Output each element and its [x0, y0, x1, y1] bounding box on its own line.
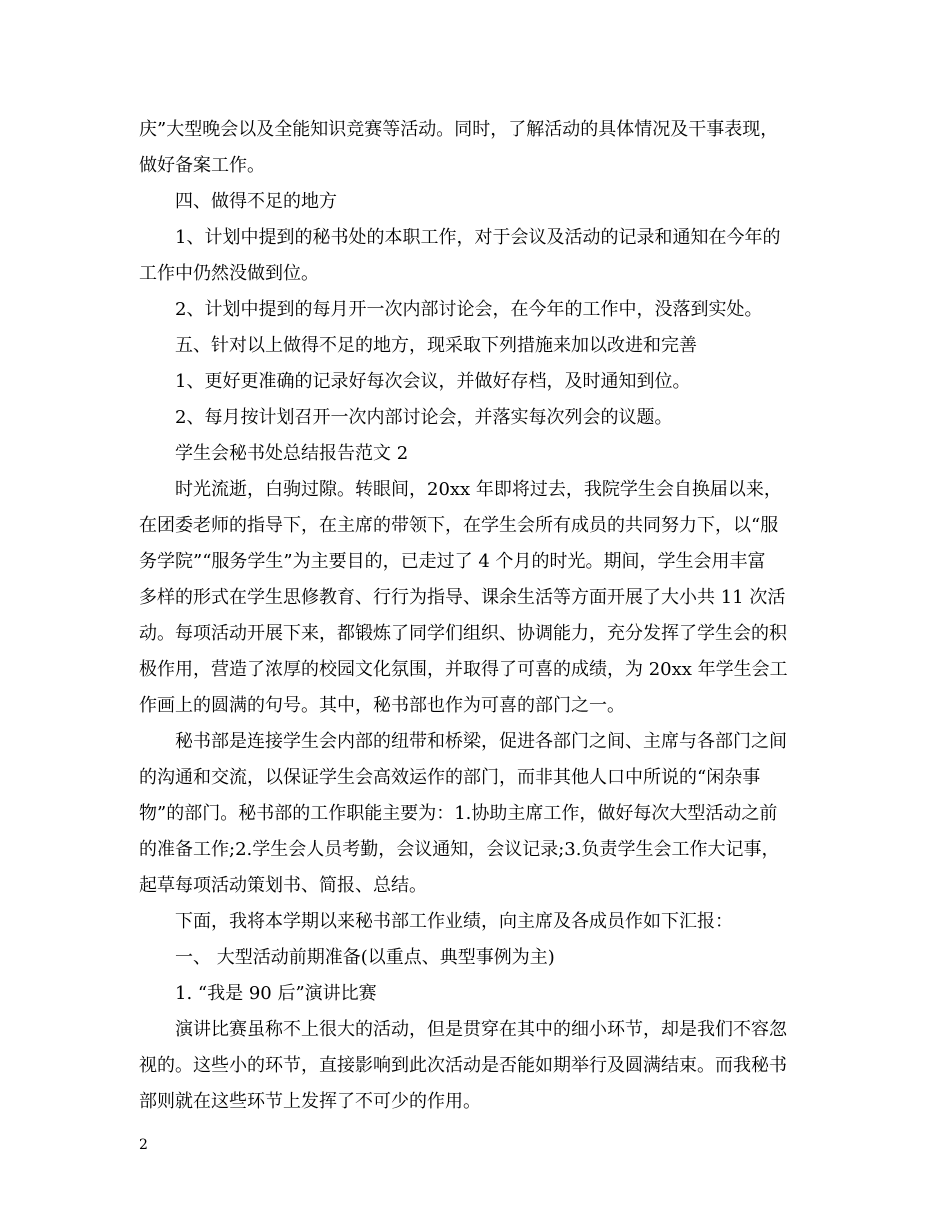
text-line: 1、计划中提到的秘书处的本职工作，对于会议及活动的记录和通知在今年的 [175, 227, 781, 248]
text-line: 工作中仍然没做到位。 [139, 263, 319, 284]
text-line: 动。每项活动开展下来，都锻炼了同学们组织、协调能力，充分发挥了学生会的积 [139, 623, 787, 644]
text-line: 起草每项活动策划书、简报、总结。 [139, 875, 427, 896]
text-line: 2、每月按计划召开一次内部讨论会，并落实每次列会的议题。 [175, 407, 673, 428]
text-line: 演讲比赛虽称不上很大的活动，但是贯穿在其中的细小环节，却是我们不容忽 [175, 1019, 787, 1040]
text-line: 多样的形式在学生思修教育、行行为指导、课余生活等方面开展了大小共 11 次活 [139, 587, 786, 608]
text-line: 视的。这些小的环节，直接影响到此次活动是否能如期举行及圆满结束。而我秘书 [139, 1055, 787, 1076]
text-line: 的准备工作;2.学生会人员考勤，会议通知，会议记录;3.负责学生会工作大记事， [139, 839, 780, 860]
text-line: 极作用，营造了浓厚的校园文化氛围，并取得了可喜的成绩，为 20xx 年学生会工 [139, 659, 788, 680]
text-line: 物”的部门。秘书部的工作职能主要为：1.协助主席工作，做好每次大型活动之前 [139, 803, 778, 824]
text-line: 1、更好更准确的记录好每次会议，并做好存档，及时通知到位。 [175, 371, 691, 392]
text-line: 务学院”“服务学生”为主要目的，已走过了 4 个月的时光。期间，学生会用丰富 [139, 551, 766, 572]
text-line: 的沟通和交流，以保证学生会高效运作的部门，而非其他人口中所说的“闲杂事 [139, 767, 761, 788]
subsection-heading: 1. “我是 90 后”演讲比赛 [175, 983, 377, 1004]
text-line: 作画上的圆满的句号。其中，秘书部也作为可喜的部门之一。 [139, 695, 625, 716]
text-line: 2、计划中提到的每月开一次内部讨论会，在今年的工作中，没落到实处。 [175, 299, 763, 320]
page-number: 2 [139, 1137, 148, 1153]
text-line: 做好备案工作。 [139, 155, 265, 176]
section-heading: 一、 大型活动前期准备(以重点、典型事例为主) [175, 947, 555, 968]
text-line: 时光流逝，白驹过隙。转眼间，20xx 年即将过去，我院学生会自换届以来， [175, 479, 782, 500]
text-line: 部则就在这些环节上发挥了不可少的作用。 [139, 1091, 481, 1112]
text-line: 下面，我将本学期以来秘书部工作业绩，向主席及各成员作如下汇报： [175, 911, 733, 932]
article-title: 学生会秘书处总结报告范文 2 [175, 443, 409, 464]
text-line: 在团委老师的指导下，在主席的带领下，在学生会所有成员的共同努力下，以“服 [139, 515, 779, 536]
section-heading: 五、针对以上做得不足的地方，现采取下列措施来加以改进和完善 [175, 335, 697, 356]
section-heading: 四、做得不足的地方 [175, 191, 337, 212]
text-line: 秘书部是连接学生会内部的纽带和桥梁，促进各部门之间、主席与各部门之间 [175, 731, 787, 752]
text-line: 庆”大型晚会以及全能知识竞赛等活动。同时，了解活动的具体情况及干事表现， [139, 119, 779, 140]
